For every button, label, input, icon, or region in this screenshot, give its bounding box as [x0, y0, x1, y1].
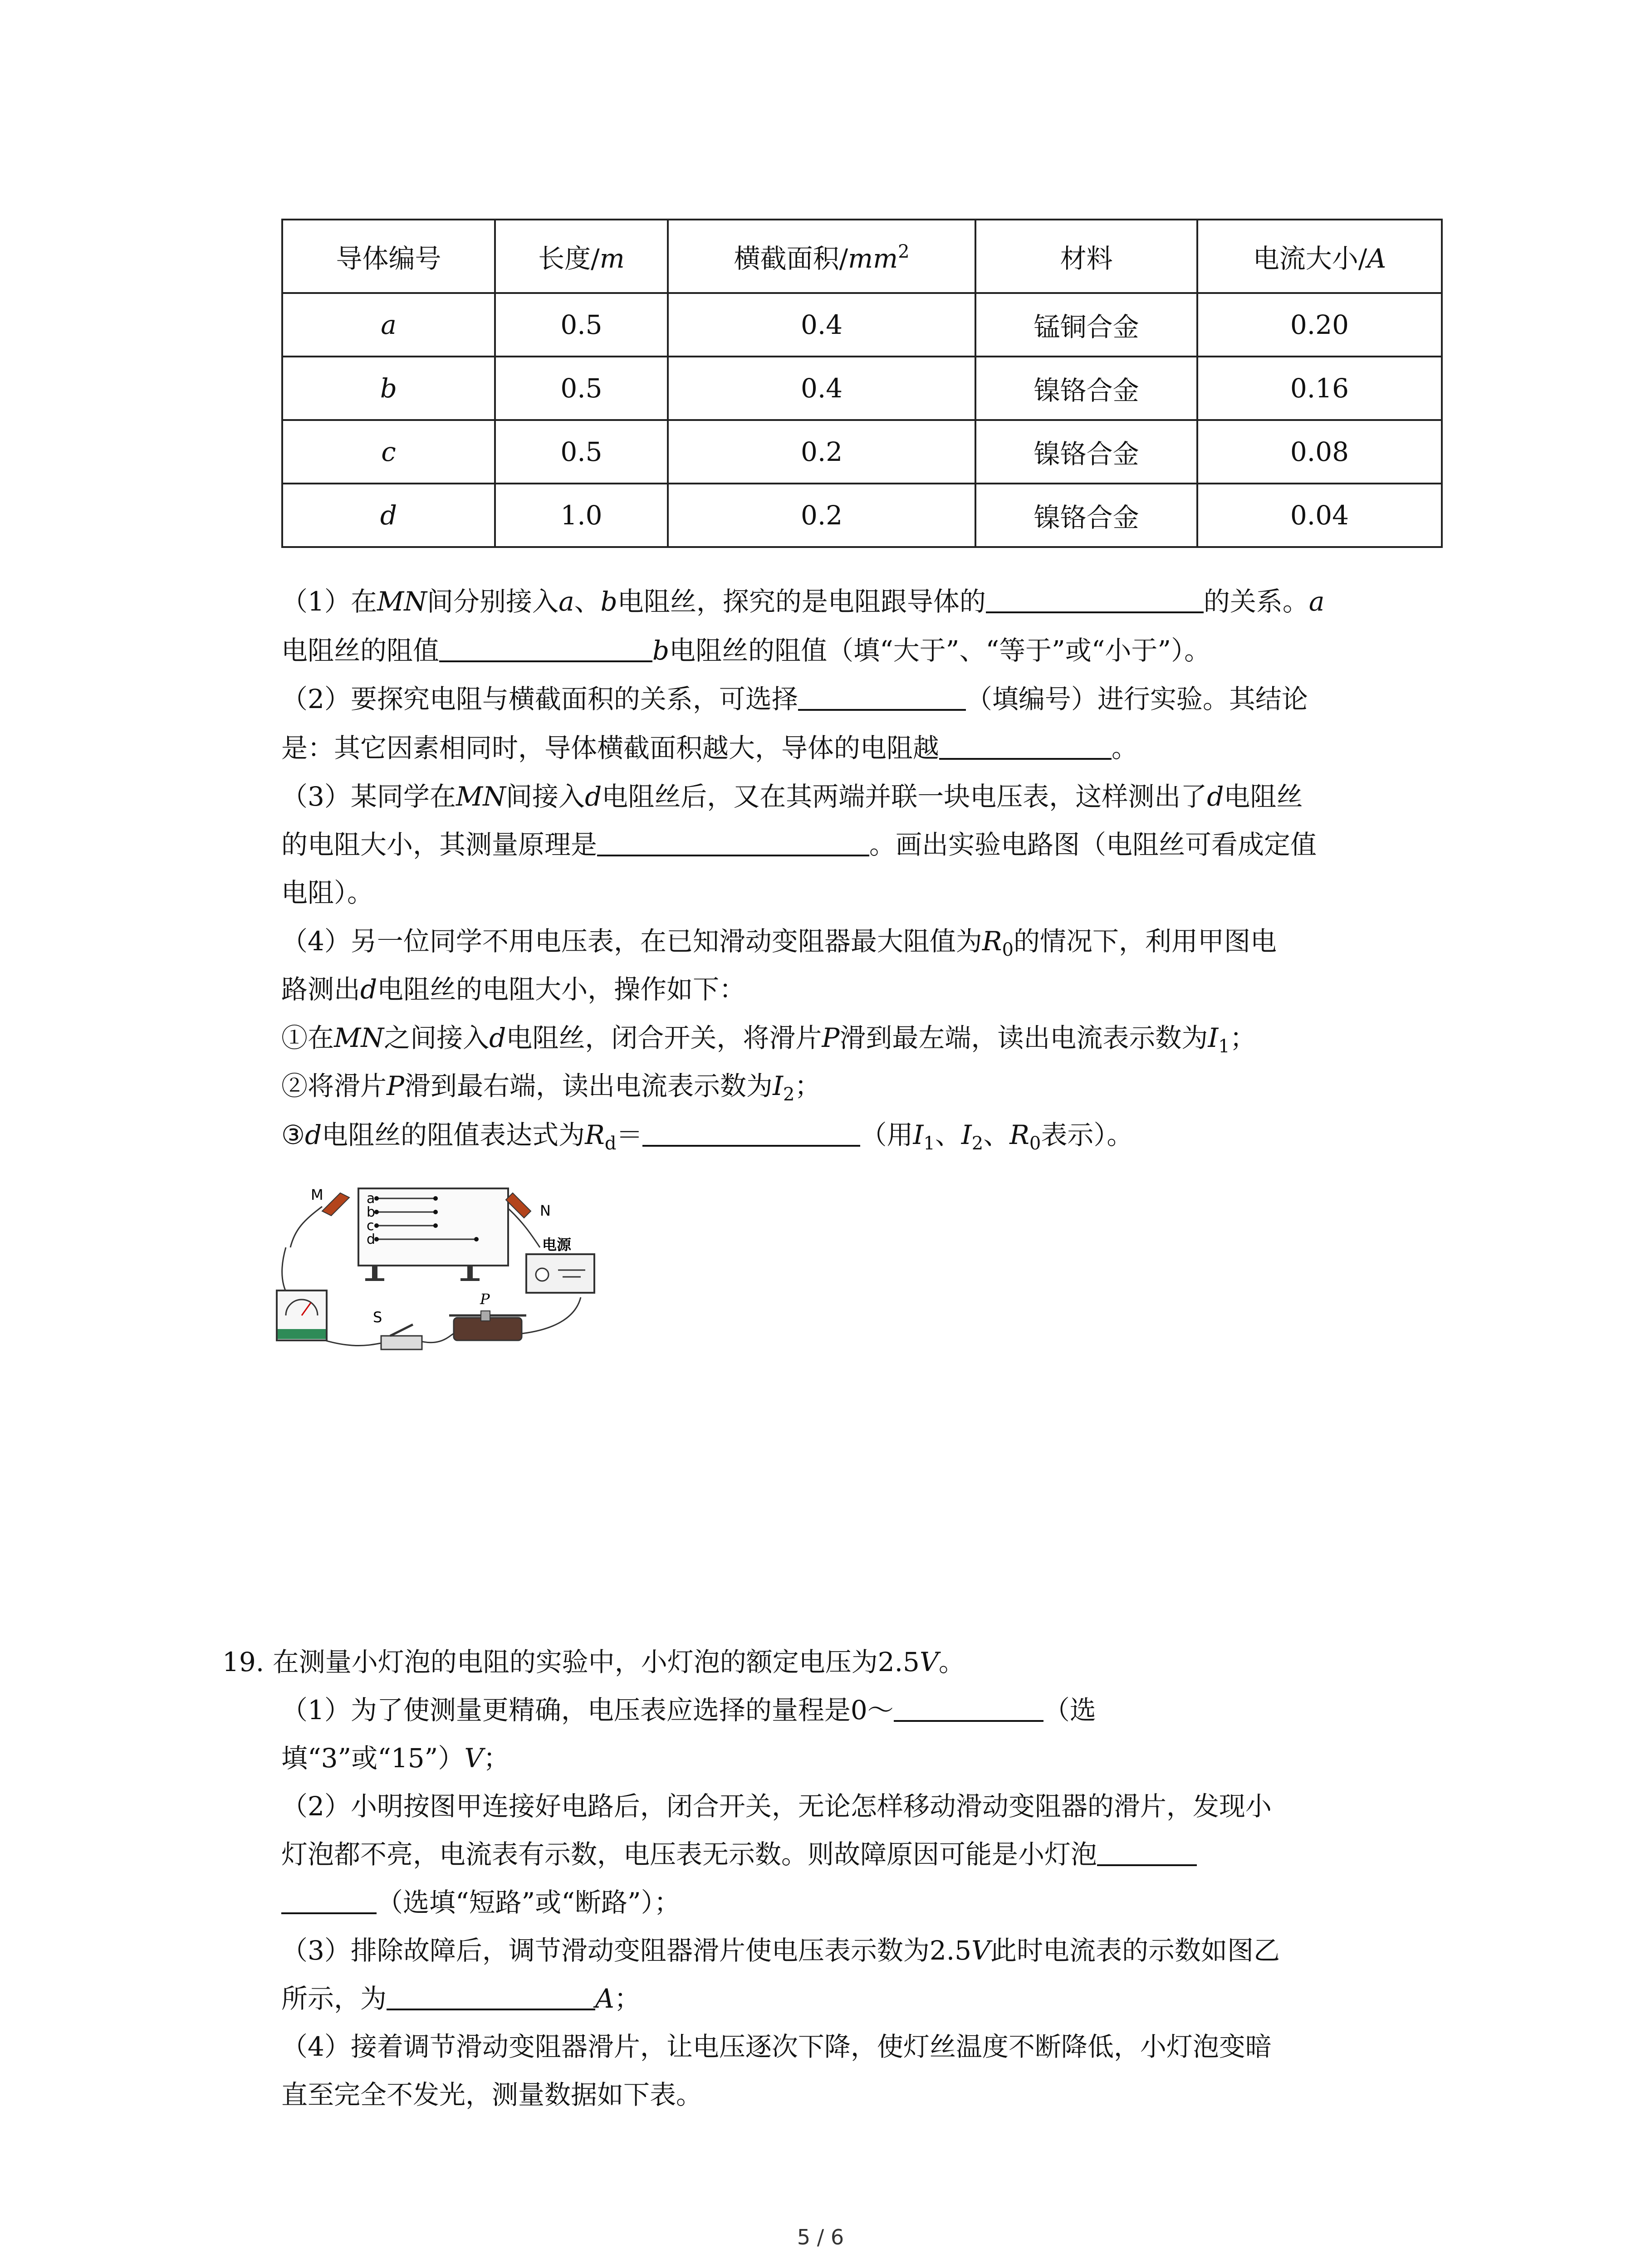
- answer-blank[interactable]: [939, 732, 1112, 760]
- table-cell: c: [282, 420, 495, 484]
- power-label: 电源: [542, 1236, 572, 1253]
- q18-part3-line3: 电阻）。: [281, 877, 374, 908]
- answer-blank[interactable]: [1097, 1838, 1197, 1866]
- wire-label-c: c: [367, 1218, 374, 1234]
- answer-blank[interactable]: [798, 683, 966, 711]
- table-row: [282, 420, 1442, 484]
- q19-part4-line2: 直至完全不发光，测量数据如下表。: [281, 2079, 703, 2110]
- header-cell: 电流大小/A: [1197, 220, 1442, 293]
- table-cell: 0.16: [1197, 357, 1442, 420]
- table-cell: 0.20: [1197, 293, 1442, 357]
- q19-title: 19. 在测量小灯泡的电阻的实验中，小灯泡的额定电压为2.5V。: [222, 1647, 965, 1677]
- table-cell: d: [282, 484, 495, 547]
- table-cell: 0.08: [1197, 420, 1442, 484]
- q18-part1-line2: 电阻丝的阻值 b电阻丝的阻值（填“大于”、“等于”或“小于”）。: [281, 635, 1211, 666]
- q18-part2-line1: （2）要探究电阻与横截面积的关系，可选择 （填编号）进行实验。其结论: [281, 684, 1308, 714]
- header-cell: 导体编号: [282, 220, 495, 293]
- q18-step1: ①在MN之间接入d电阻丝，闭合开关，将滑片P滑到最左端，读出电流表示数为$I_1$；: [281, 1022, 1256, 1057]
- q18-part2-line2: 是：其它因素相同时，导体横截面积越大，导体的电阻越 。: [281, 733, 1138, 763]
- q18-part4-line1: （4）另一位同学不用电压表，在已知滑动变阻器最大阻值为$R_0$的情况下，利用甲图电: [281, 926, 1277, 960]
- q18-step2: ②将滑片P滑到最右端，读出电流表示数为$I_2$；: [281, 1070, 821, 1105]
- answer-blank[interactable]: [439, 634, 652, 662]
- table-cell: 0.2: [668, 420, 975, 484]
- q19-part1-line2: 填“3”或“15”）V；: [281, 1743, 510, 1774]
- answer-blank[interactable]: [281, 1886, 377, 1914]
- table-cell: 0.5: [495, 293, 668, 357]
- table-cell: b: [282, 357, 495, 420]
- answer-blank[interactable]: [597, 828, 869, 856]
- wire-label-d: d: [367, 1232, 376, 1247]
- table-cell: 0.4: [668, 357, 975, 420]
- q18-part4-line2: 路测出d电阻丝的电阻大小，操作如下：: [281, 974, 746, 1005]
- wire-label-a: a: [367, 1191, 375, 1207]
- header-cell: 横截面积$/mm^2$: [668, 220, 975, 293]
- table-cell: 锰铜合金: [975, 293, 1197, 357]
- answer-blank[interactable]: [894, 1694, 1043, 1722]
- q18-step3: ③d电阻丝的阻值表达式为$R_d=$ （用$I_1$、$I_2$、$R_0$表示）。: [281, 1119, 1133, 1154]
- table-cell: 镍铬合金: [975, 357, 1197, 420]
- q19-part2-line2: 灯泡都不亮，电流表有示数，电压表无示数。则故障原因可能是小灯泡: [281, 1838, 1197, 1871]
- conductor-table: [281, 219, 1443, 548]
- page-number: 5 / 6: [797, 2225, 844, 2249]
- q18-part3-line2: 的电阻大小，其测量原理是 。画出实验电路图（电阻丝可看成定值: [281, 829, 1317, 860]
- label-m: M: [311, 1186, 323, 1203]
- q19-part1-line1: （1）为了使测量更精确，电压表应选择的量程是0～ （选: [281, 1695, 1096, 1725]
- q19-part3-line1: （3）排除故障后，调节滑动变阻器滑片使电压表示数为2.5V此时电流表的示数如图乙: [281, 1935, 1280, 1966]
- table-cell: 0.5: [495, 357, 668, 420]
- resistance-board: [358, 1188, 508, 1266]
- table-row: [282, 293, 1442, 357]
- q19-part2-line3: （选填“短路”或“断路”）；: [281, 1886, 681, 1919]
- label-p: P: [480, 1290, 490, 1308]
- clip-m: [322, 1193, 349, 1216]
- table-cell: 镍铬合金: [975, 484, 1197, 547]
- table-cell: a: [282, 293, 495, 357]
- q18-part3-line1: （3）某同学在MN间接入d电阻丝后，又在其两端并联一块电压表，这样测出了d电阻丝: [281, 781, 1303, 812]
- answer-blank[interactable]: [986, 585, 1204, 613]
- wire-label-b: b: [367, 1204, 376, 1220]
- table-cell: 镍铬合金: [975, 420, 1197, 484]
- q19-part3-line2: 所示，为 A；: [281, 1983, 641, 2014]
- answer-blank[interactable]: [387, 1982, 595, 2010]
- table-cell: 0.04: [1197, 484, 1442, 547]
- table-cell: 0.4: [668, 293, 975, 357]
- header-cell: 材料: [975, 220, 1197, 293]
- clip-n: [506, 1193, 531, 1218]
- table-row: [282, 357, 1442, 420]
- circuit-figure: [268, 1179, 631, 1379]
- table-row: [282, 484, 1442, 547]
- answer-blank[interactable]: [642, 1119, 860, 1147]
- label-n: N: [540, 1202, 551, 1219]
- q19-part4-line1: （4）接着调节滑动变阻器滑片，让电压逐次下降，使灯丝温度不断降低，小灯泡变暗: [281, 2031, 1272, 2062]
- q18-part1-line1: （1）在MN间分别接入a、b电阻丝，探究的是电阻跟导体的 的关系。a: [281, 586, 1325, 617]
- switch: [381, 1336, 422, 1349]
- table-cell: 0.5: [495, 420, 668, 484]
- table-cell: 1.0: [495, 484, 668, 547]
- table-cell: 0.2: [668, 484, 975, 547]
- label-s: S: [373, 1309, 382, 1326]
- q19-part2-line1: （2）小明按图甲连接好电路后，闭合开关，无论怎样移动滑动变阻器的滑片，发现小: [281, 1791, 1272, 1822]
- header-cell: 长度/m: [495, 220, 668, 293]
- table-header-row: [282, 220, 1442, 293]
